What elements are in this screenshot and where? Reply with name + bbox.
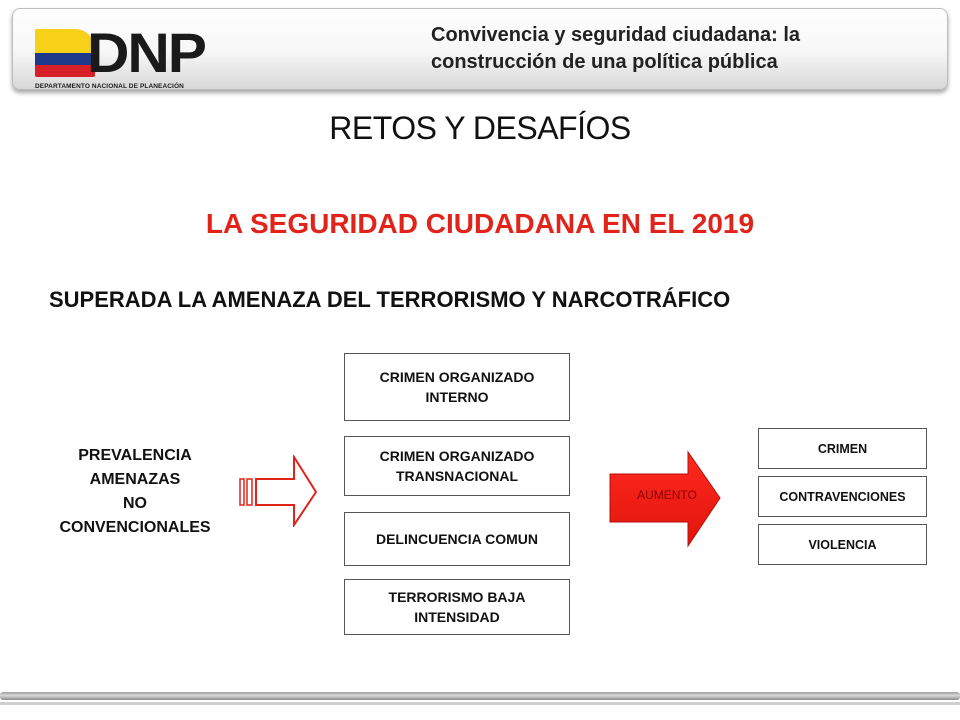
footer-divider: [0, 692, 960, 700]
threat-box-delincuencia-comun: [344, 512, 570, 566]
outcome-box-crimen: [758, 428, 927, 469]
box-line: INTENSIDAD: [414, 609, 500, 625]
threat-box-crimen-organizado-interno: [344, 353, 570, 421]
threat-box-crimen-organizado-transnacional: [344, 436, 570, 496]
outcome-box-contravenciones: [758, 476, 927, 517]
left-label: [30, 444, 240, 540]
footer-divider-shadow: [0, 702, 960, 705]
left-label-line: AMENAZAS: [89, 471, 181, 488]
slide-statement: SUPERADA LA AMENAZA DEL TERRORISMO Y NARCOTRÁFICO: [49, 287, 731, 312]
logo-subtitle: DEPARTAMENTO NACIONAL DE PLANEACIÓN: [35, 83, 184, 90]
logo-wordmark: DNP: [87, 21, 205, 84]
header-banner: [12, 8, 948, 90]
box-line: INTERNO: [425, 389, 489, 405]
colombia-flag-icon: [35, 29, 95, 77]
box-line: TRANSNACIONAL: [395, 468, 519, 484]
aumento-label: AUMENTO: [637, 488, 697, 502]
dnp-logo: [35, 21, 225, 93]
left-label-line: CONVENCIONALES: [59, 519, 211, 536]
box-line: CRIMEN ORGANIZADO: [379, 369, 535, 385]
left-label-line: PREVALENCIA: [78, 447, 192, 464]
outcome-box-violencia: [758, 524, 927, 565]
box-line: VIOLENCIA: [808, 537, 877, 552]
box-line: DELINCUENCIA COMUN: [375, 531, 539, 547]
box-line: CONTRAVENCIONES: [779, 489, 906, 504]
left-label-line: NO: [123, 495, 147, 512]
box-line: CRIMEN ORGANIZADO: [379, 448, 535, 464]
presentation-title-line-1: Convivencia y seguridad ciudadana: la: [431, 24, 801, 46]
presentation-title: [431, 22, 931, 76]
box-line: TERRORISMO BAJA: [388, 589, 526, 605]
slide-subtitle: LA SEGURIDAD CIUDADANA EN EL 2019: [205, 208, 755, 239]
threat-box-terrorismo-baja-intensidad: [344, 579, 570, 635]
box-line: CRIMEN: [817, 441, 868, 456]
slide-title: RETOS Y DESAFÍOS: [329, 110, 631, 146]
right-arrow-icon: [238, 455, 320, 527]
presentation-title-line-2: construcción de una política pública: [431, 51, 778, 73]
